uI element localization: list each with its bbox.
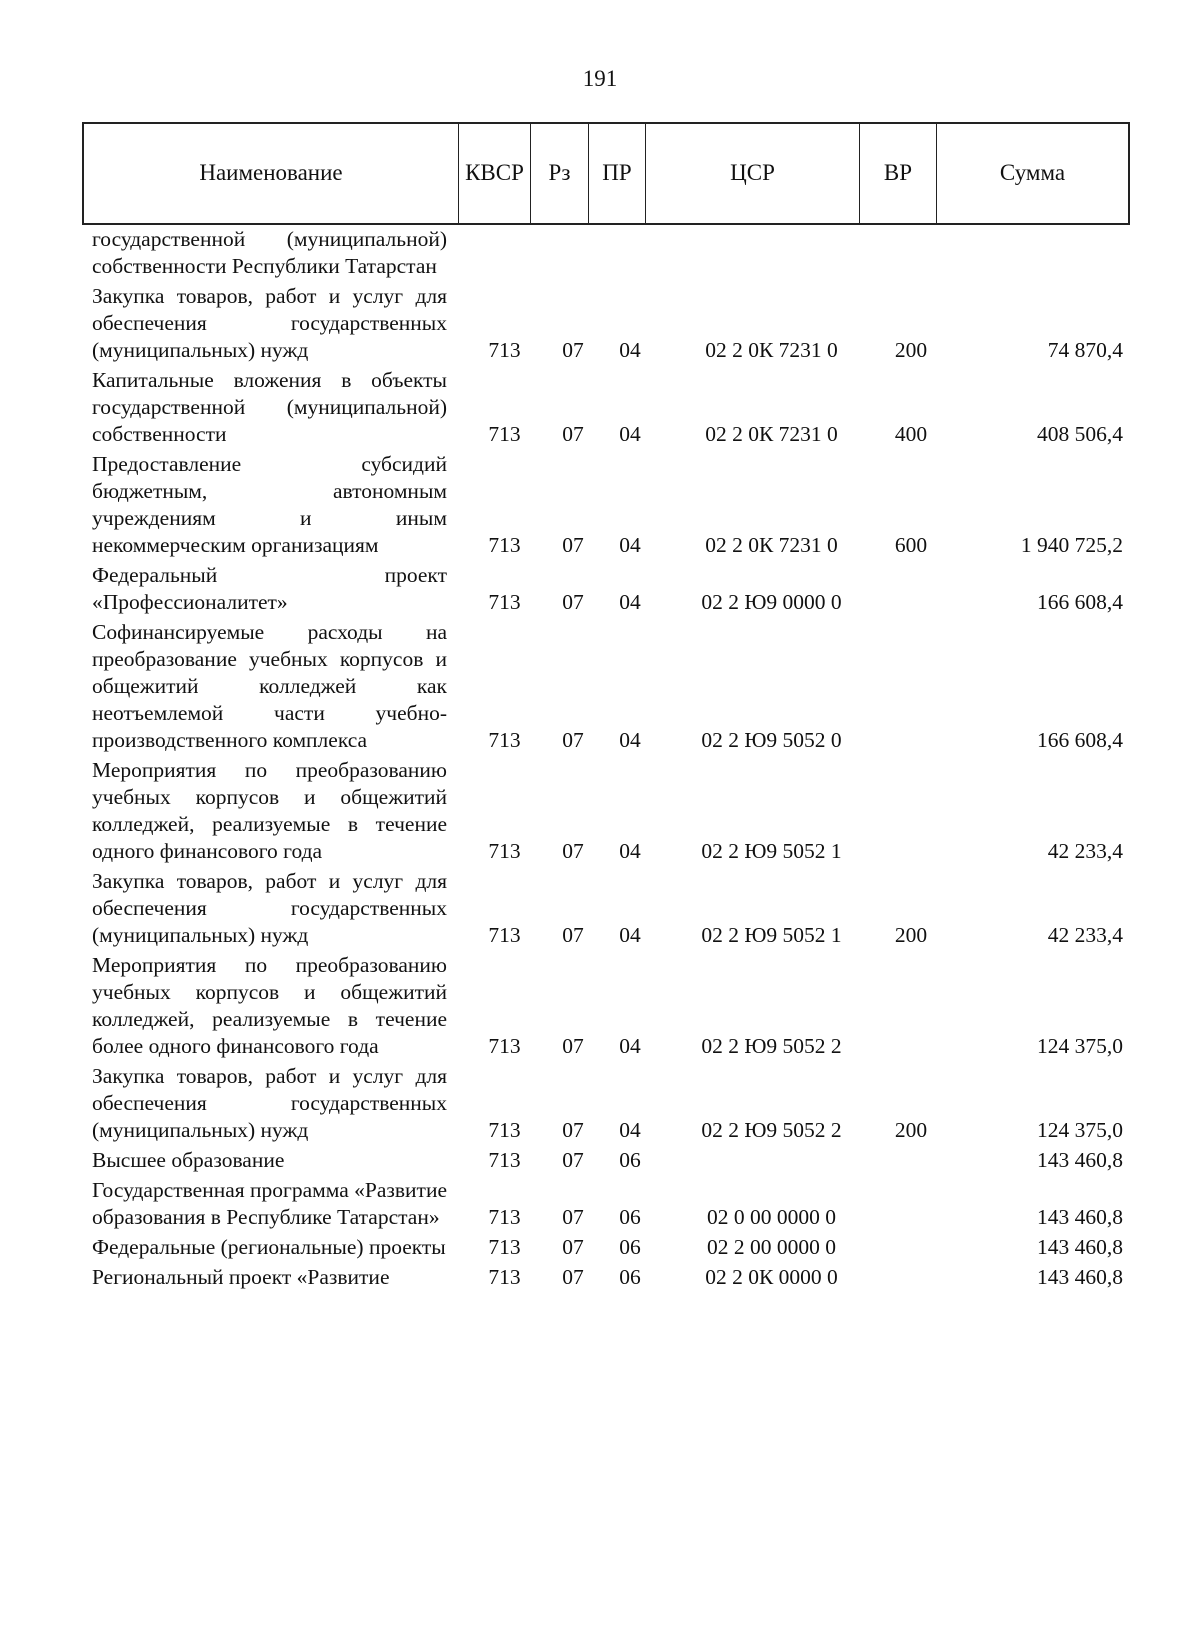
cell-rz: 07	[562, 590, 584, 614]
cell-csr: 02 0 00 0000 0	[707, 1205, 836, 1229]
table-row	[92, 562, 1132, 616]
cell-csr: 02 2 Ю9 5052 2	[701, 1118, 842, 1142]
cell-csr: 02 2 Ю9 5052 0	[701, 728, 842, 752]
cell-sum: 143 460,8	[1037, 1205, 1123, 1229]
cell-sum: 1 940 725,2	[1020, 533, 1123, 557]
cell-pr: 06	[619, 1205, 641, 1229]
cell-kvsr: 713	[488, 533, 521, 557]
cell-rz: 07	[562, 1265, 584, 1289]
cell-kvsr: 713	[488, 923, 521, 947]
cell-kvsr: 713	[488, 1118, 521, 1142]
cell-name: Закупка товаров, работ и услуг для обеспечения государственных (муниципальных) нужд	[92, 869, 447, 947]
cell-name: Федеральные (региональные) проекты	[92, 1235, 446, 1259]
cell-pr: 04	[619, 590, 641, 614]
table-row	[92, 226, 1132, 280]
header-name: Наименование	[84, 124, 459, 223]
cell-csr: 02 2 Ю9 0000 0	[701, 590, 842, 614]
cell-csr: 02 2 Ю9 5052 1	[701, 923, 842, 947]
cell-rz: 07	[562, 1118, 584, 1142]
cell-vr: 200	[894, 338, 928, 362]
cell-name: Софинансируемые расходы на преобразование учебных корпусов и общежитий колледжей как неотъемлемой части учебно-производственного комплекса	[92, 620, 447, 752]
cell-sum: 143 460,8	[1037, 1148, 1123, 1172]
table-row	[92, 1264, 1132, 1291]
cell-name: государственной (муниципальной) собственности Республики Татарстан	[92, 227, 447, 278]
cell-csr: 02 2 0К 7231 0	[705, 338, 838, 362]
header-kvsr: КВСР	[459, 124, 531, 223]
cell-rz: 07	[562, 1148, 584, 1172]
cell-pr: 06	[619, 1148, 641, 1172]
cell-sum: 42 233,4	[1047, 923, 1123, 947]
cell-csr: 02 2 00 0000 0	[707, 1235, 836, 1259]
cell-vr: 400	[894, 422, 928, 446]
header-sum: Сумма	[999, 160, 1066, 185]
table-row	[92, 1234, 1132, 1261]
cell-kvsr: 713	[488, 1235, 521, 1259]
cell-pr: 04	[619, 839, 641, 863]
cell-rz: 07	[562, 533, 584, 557]
table-row	[92, 367, 1132, 448]
cell-sum: 408 506,4	[1037, 422, 1123, 446]
cell-name: Федеральный проект «Профессионалитет»	[92, 563, 447, 614]
cell-csr: 02 2 0К 0000 0	[705, 1265, 838, 1289]
cell-sum: 143 460,8	[1037, 1235, 1123, 1259]
cell-name: Мероприятия по преобразованию учебных корпусов и общежитий колледжей, реализуемые в течение одного финансового года	[92, 758, 447, 863]
cell-csr: 02 2 Ю9 5052 2	[701, 1034, 842, 1058]
cell-pr: 06	[619, 1265, 641, 1289]
header-vr: ВР	[860, 124, 937, 223]
cell-rz: 07	[562, 1235, 584, 1259]
cell-kvsr: 713	[488, 590, 521, 614]
cell-name: Государственная программа «Развитие образования в Республике Татарстан»	[92, 1178, 447, 1229]
cell-rz: 07	[562, 839, 584, 863]
cell-csr: 02 2 0К 7231 0	[705, 422, 838, 446]
table-header	[82, 122, 1130, 225]
header-csr: ЦСР	[646, 124, 860, 223]
table-row	[92, 283, 1132, 364]
page-number: 191	[582, 66, 618, 91]
cell-name: Высшее образование	[92, 1148, 285, 1172]
table-row	[92, 451, 1132, 559]
cell-sum: 166 608,4	[1037, 590, 1123, 614]
cell-pr: 04	[619, 1034, 641, 1058]
cell-vr: 200	[894, 1118, 928, 1142]
cell-name: Закупка товаров, работ и услуг для обеспечения государственных (муниципальных) нужд	[92, 284, 447, 362]
cell-rz: 07	[562, 923, 584, 947]
cell-kvsr: 713	[488, 1265, 521, 1289]
cell-name: Мероприятия по преобразованию учебных корпусов и общежитий колледжей, реализуемые в течение более одного финансового года	[92, 953, 447, 1058]
cell-sum: 166 608,4	[1037, 728, 1123, 752]
cell-rz: 07	[562, 422, 584, 446]
cell-pr: 04	[619, 923, 641, 947]
table-row	[92, 757, 1132, 865]
cell-pr: 04	[619, 422, 641, 446]
cell-sum: 74 870,4	[1047, 338, 1123, 362]
cell-pr: 06	[619, 1235, 641, 1259]
header-pr: ПР	[589, 124, 646, 223]
cell-rz: 07	[562, 1205, 584, 1229]
table-row	[92, 952, 1132, 1060]
cell-kvsr: 713	[488, 422, 521, 446]
cell-rz: 07	[562, 728, 584, 752]
cell-rz: 07	[562, 338, 584, 362]
cell-rz: 07	[562, 1034, 584, 1058]
header-rz: Рз	[531, 124, 589, 223]
cell-pr: 04	[619, 533, 641, 557]
table-row	[92, 1177, 1132, 1231]
cell-kvsr: 713	[488, 1148, 521, 1172]
cell-name: Региональный проект «Развитие	[92, 1265, 390, 1289]
cell-kvsr: 713	[488, 728, 521, 752]
cell-csr: 02 2 0К 7231 0	[705, 533, 838, 557]
cell-name: Предоставление субсидий бюджетным, автономным учреждениям и иным некоммерческим организациям	[92, 452, 447, 557]
cell-kvsr: 713	[488, 1034, 521, 1058]
table-row	[92, 1147, 1132, 1174]
table-row	[92, 868, 1132, 949]
table-row	[92, 619, 1132, 754]
cell-kvsr: 713	[488, 338, 521, 362]
cell-sum: 124 375,0	[1037, 1034, 1123, 1058]
cell-pr: 04	[619, 338, 641, 362]
table-row	[92, 1063, 1132, 1144]
cell-name: Капитальные вложения в объекты государственной (муниципальной) собственности	[92, 368, 447, 446]
cell-pr: 04	[619, 1118, 641, 1142]
cell-sum: 42 233,4	[1047, 839, 1123, 863]
cell-csr: 02 2 Ю9 5052 1	[701, 839, 842, 863]
cell-sum: 143 460,8	[1037, 1265, 1123, 1289]
cell-vr: 200	[894, 923, 928, 947]
cell-pr: 04	[619, 728, 641, 752]
cell-kvsr: 713	[488, 839, 521, 863]
cell-sum: 124 375,0	[1037, 1118, 1123, 1142]
cell-kvsr: 713	[488, 1205, 521, 1229]
cell-vr: 600	[894, 533, 928, 557]
table-body	[92, 226, 1132, 1294]
cell-name: Закупка товаров, работ и услуг для обеспечения государственных (муниципальных) нужд	[92, 1064, 447, 1142]
